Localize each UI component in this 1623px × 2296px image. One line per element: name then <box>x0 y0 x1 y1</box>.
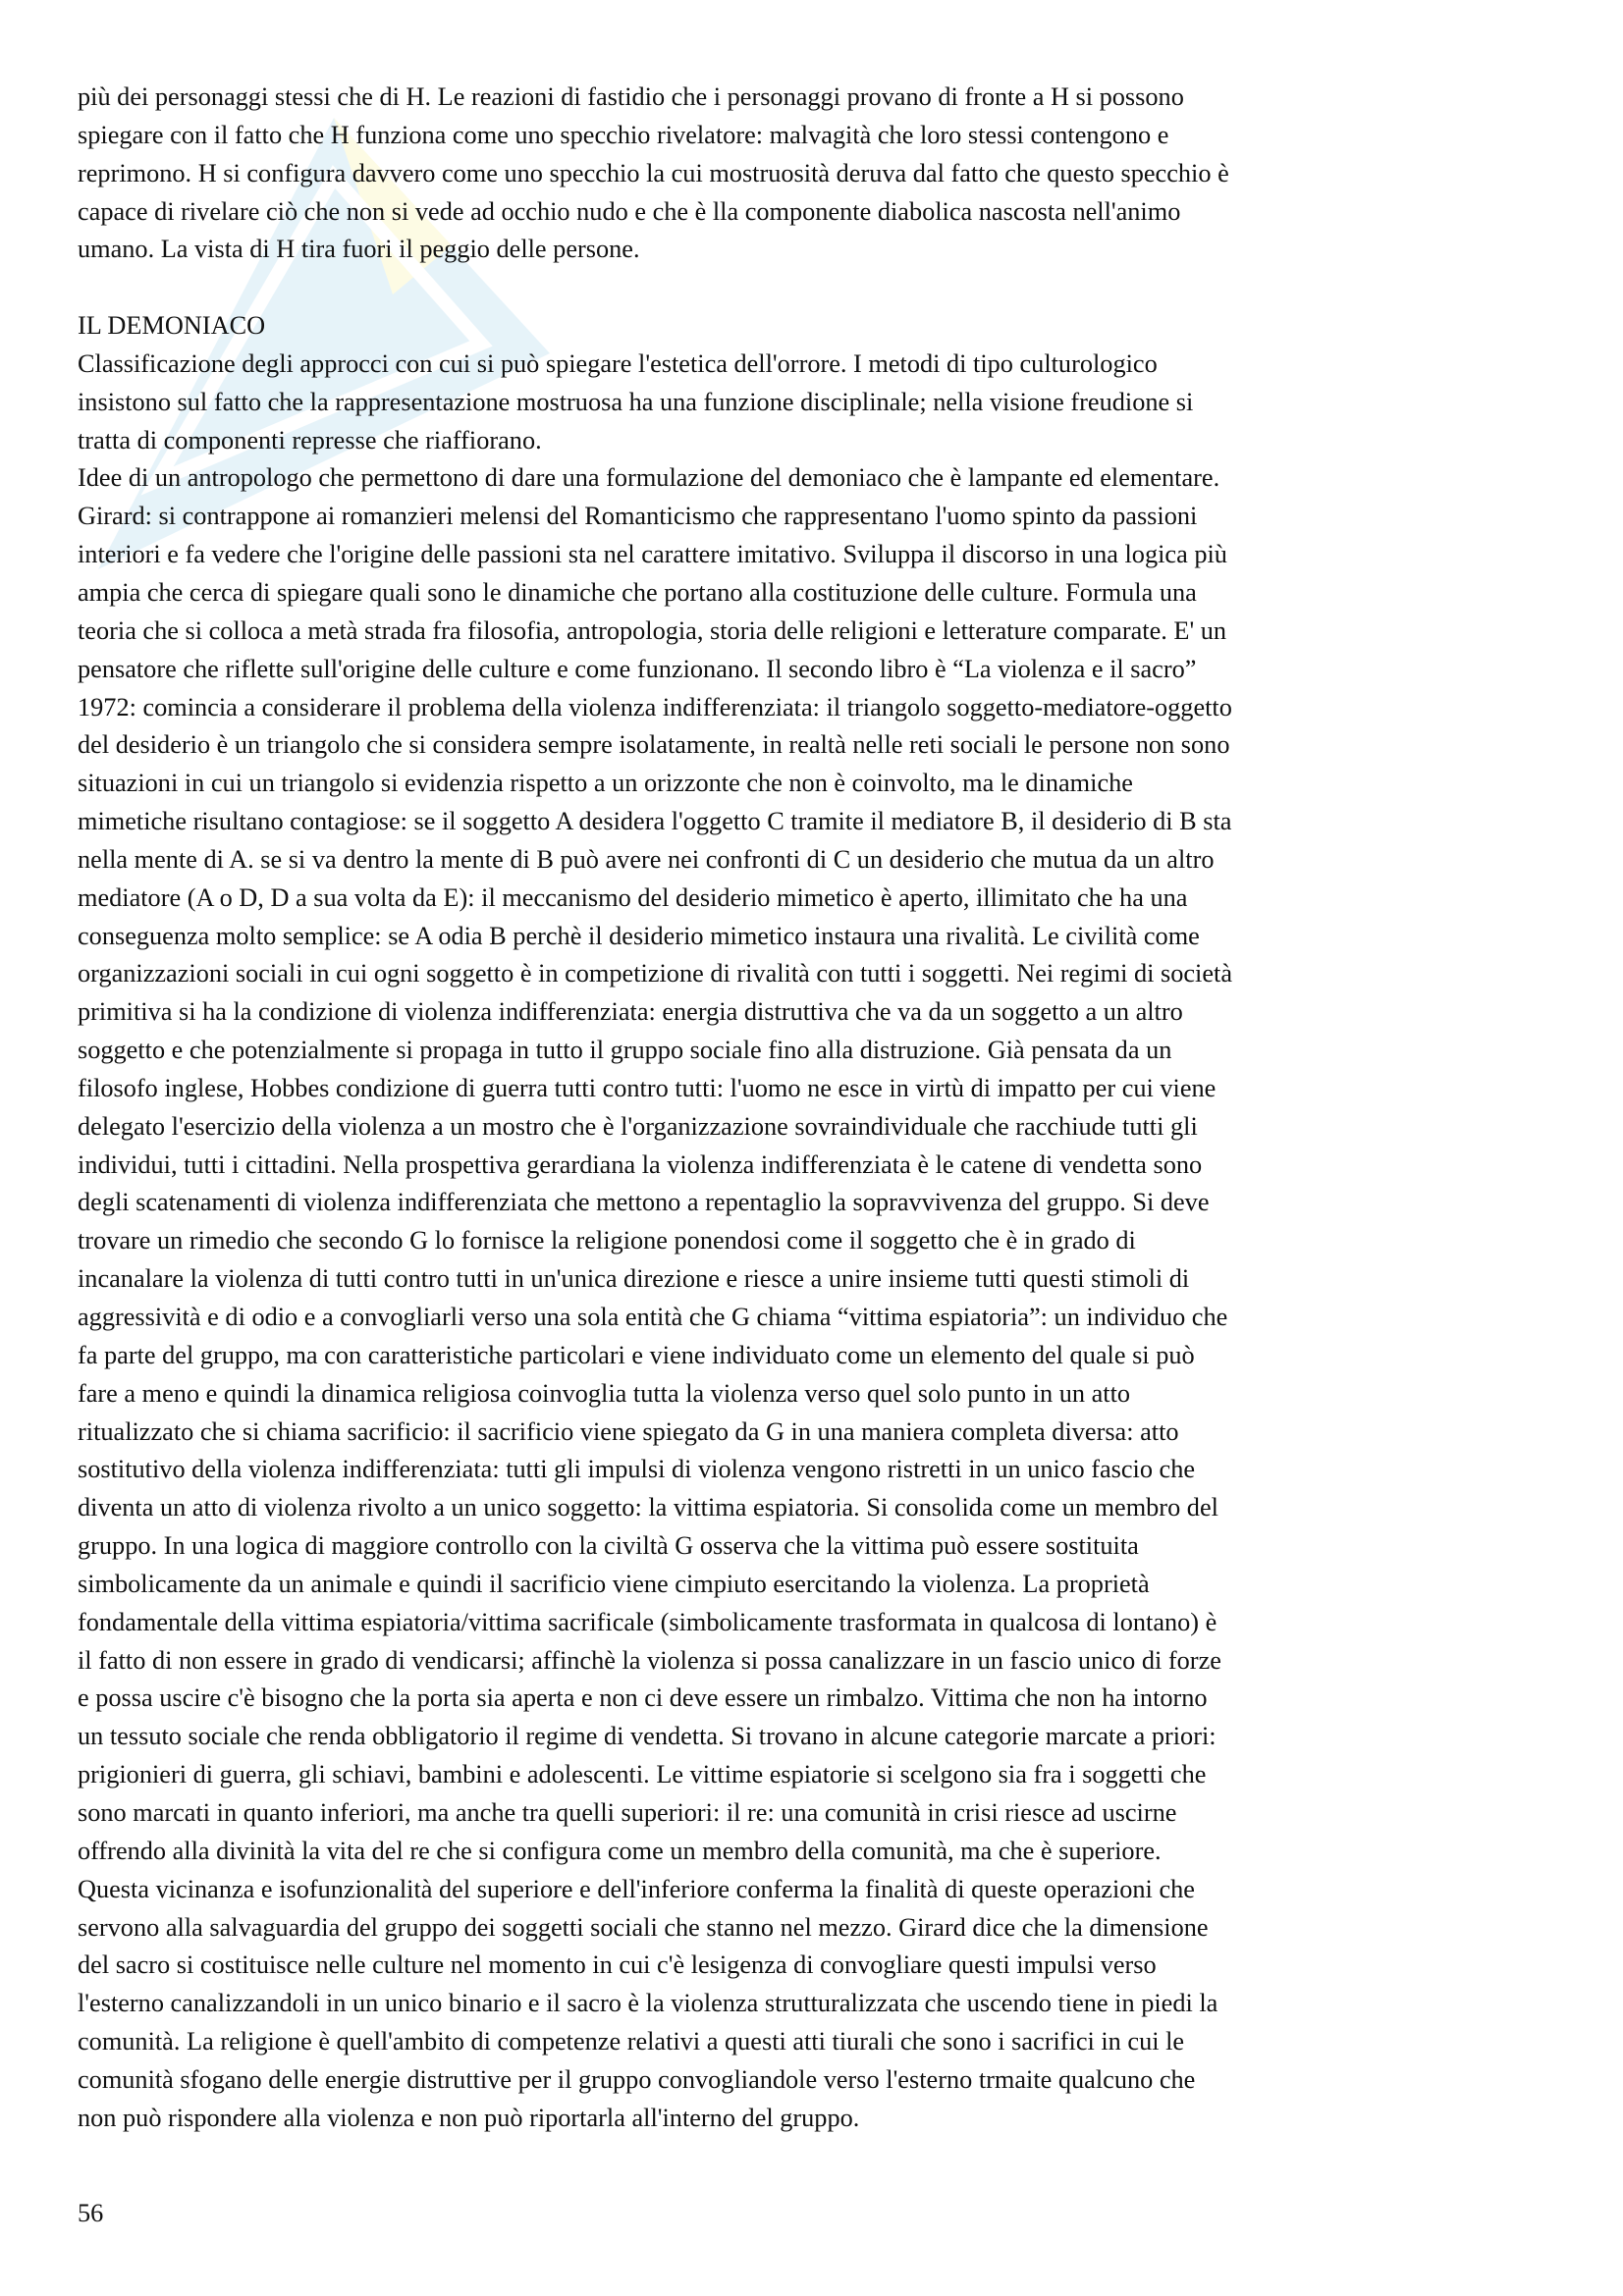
document-page <box>78 79 1550 2138</box>
paragraph-spacer <box>78 269 1550 307</box>
paragraph-approaches: Classificazione degli approcci con cui si può spiegare l'estetica dell'orrore. I metodi di tipo culturologico insistono sul fatto che la rappresentazione mostruosa ha una funzione disciplinale; nella visione freudione si tratta di componenti represse che riaffiorano. <box>78 348 1194 454</box>
page-number: 56 <box>78 2199 104 2227</box>
paragraph-intro: più dei personaggi stessi che di H. Le reazioni di fastidio che i personaggi provano di fronte a H si possono spiegare con il fatto che H funziona come uno specchio rivelatore: malvagità che loro stessi contengono e reprimono. H si configura davvero come uno specchio la cui mostruosità deruva dal fatto che questo specchio è capace di rivelare ciò che non si vede ad occhio nudo e che è lla componente diabolica nascosta nell'animo umano. La vista di H tira fuori il peggio delle persone. <box>78 82 1229 264</box>
section-heading: IL DEMONIACO <box>78 311 266 341</box>
paragraph-girard: Idee di un antropologo che permettono di dare una formulazione del demoniaco che è lampante ed elementare. Girard: si contrappone ai romanzieri melensi del Romanticismo che rappresentano l'uomo spinto da passioni interiori e fa vedere che l'origine delle passioni sta nel carattere imitativo. Sviluppa il discorso in una logica più ampia che cerca di spiegare quali sono le dinamiche che portano alla costituzione delle culture. Formula una teoria che si colloca a metà strada fra filosofia, antropologia, storia delle religioni e letterature comparate. E' un pensatore che riflette sull'origine delle culture e come funzionano. Il secondo libro è “La violenza e il sacro” 1972: comincia a considerare il problema della violenza indifferenziata: il triangolo soggetto-mediatore-oggetto del desiderio è un triangolo che si considera sempre isolatamente, in realtà nelle reti sociali le persone non sono situazioni in cui un triangolo si evidenzia rispetto a un orizzonte che non è coinvolto, ma le dinamiche mimetiche risultano contagiose: se il soggetto A desidera l'oggetto C tramite il mediatore B, il desiderio di B sta nella mente di A. se si va dentro la mente di B può avere nei confronti di C un desiderio che mutua da un altro mediatore (A o D, D a sua volta da E): il meccanismo del desiderio mimetico è aperto, illimitato che ha una conseguenza molto semplice: se A odia B perchè il desiderio mimetico instaura una rivalità. Le civilità come organizzazioni sociali in cui ogni soggetto è in competizione di rivalità con tutti i soggetti. Nei regimi di società primitiva si ha la condizione di violenza indifferenziata: energia distruttiva che va da un soggetto a un altro soggetto e che potenzialmente si propaga in tutto il gruppo sociale fino alla distruzione. Già pensata da un filosofo inglese, Hobbes condizione di guerra tutti contro tutti: l'uomo ne esce in virtù di impatto per cui viene delegato l'esercizio della violenza a un mostro che è l'organizzazione sovraindividuale che racchiude tutti gli individui, tutti i cittadini. Nella prospettiva gerardiana la violenza indifferenziata è le catene di vendetta sono degli scatenamenti di violenza indifferenziata che mettono a repentaglio la sopravvivenza del gruppo. Si deve trovare un rimedio che secondo G lo fornisce la religione ponendosi come il soggetto che è in grado di incanalare la violenza di tutti contro tutti in un'unica direzione e riesce a unire insieme tutti questi stimoli di aggressività e di odio e a convogliarli verso una sola entità che G chiama “vittima espiatoria”: un individuo che fa parte del gruppo, ma con caratteristiche particolari e viene individuato come un elemento del quale si può fare a meno e quindi la dinamica religiosa coinvoglia tutta la violenza verso quel solo punto in un atto ritualizzato che si chiama sacrificio: il sacrificio viene spiegato da G in una maniera completa diversa: atto sostitutivo della violenza indifferenziata: tutti gli impulsi di violenza vengono ristretti in un unico fascio che diventa un atto di violenza rivolto a un unico soggetto: la vittima espiatoria. Si consolida come un membro del gruppo. In una logica di maggiore controllo con la civiltà G osserva che la vittima può essere sostituita simbolicamente da un animale e quindi il sacrificio viene cimpiuto esercitando la violenza. La proprietà fondamentale della vittima espiatoria/vittima sacrificale (simbolicamente trasformata in qualcosa di lontano) è il fatto di non essere in grado di vendicarsi; affinchè la violenza si possa canalizzare in un fascio unico di forze e possa uscire c'è bisogno che la porta sia aperta e non ci deve essere un rimbalzo. Vittima che non ha intorno un tessuto sociale che renda obbligatorio il regime di vendetta. Si trovano in alcune categorie marcate a priori: prigionieri di guerra, gli schiavi, bambini e adolescenti. Le vittime espiatorie si scelgono sia fra i soggetti che sono marcati in quanto inferiori, ma anche tra quelli superiori: il re: una comunità in crisi riesce ad uscirne offrendo alla divinità la vita del re che si configura come un membro della comunità, ma che è superiore. Questa vicinanza e isofunzionalità del superiore e dell'inferiore conferma la finalità di queste operazioni che servono alla salvaguardia del gruppo dei soggetti sociali che stanno nel mezzo. Girard dice che la dimensione del sacro si costituisce nelle culture nel momento in cui c'è lesigenza di convogliare questi impulsi verso l'esterno canalizzandoli in un unico binario e il sacro è la violenza strutturalizzata che uscendo tiene in piedi la comunità. La religione è quell'ambito di competenze relativi a questi atti tiurali che sono i sacrifici in cui le comunità sfogano delle energie distruttive per il gruppo convogliandole verso l'esterno trmaite qualcuno che non può rispondere alla violenza e non può riportarla all'interno del gruppo. <box>78 463 1233 2132</box>
